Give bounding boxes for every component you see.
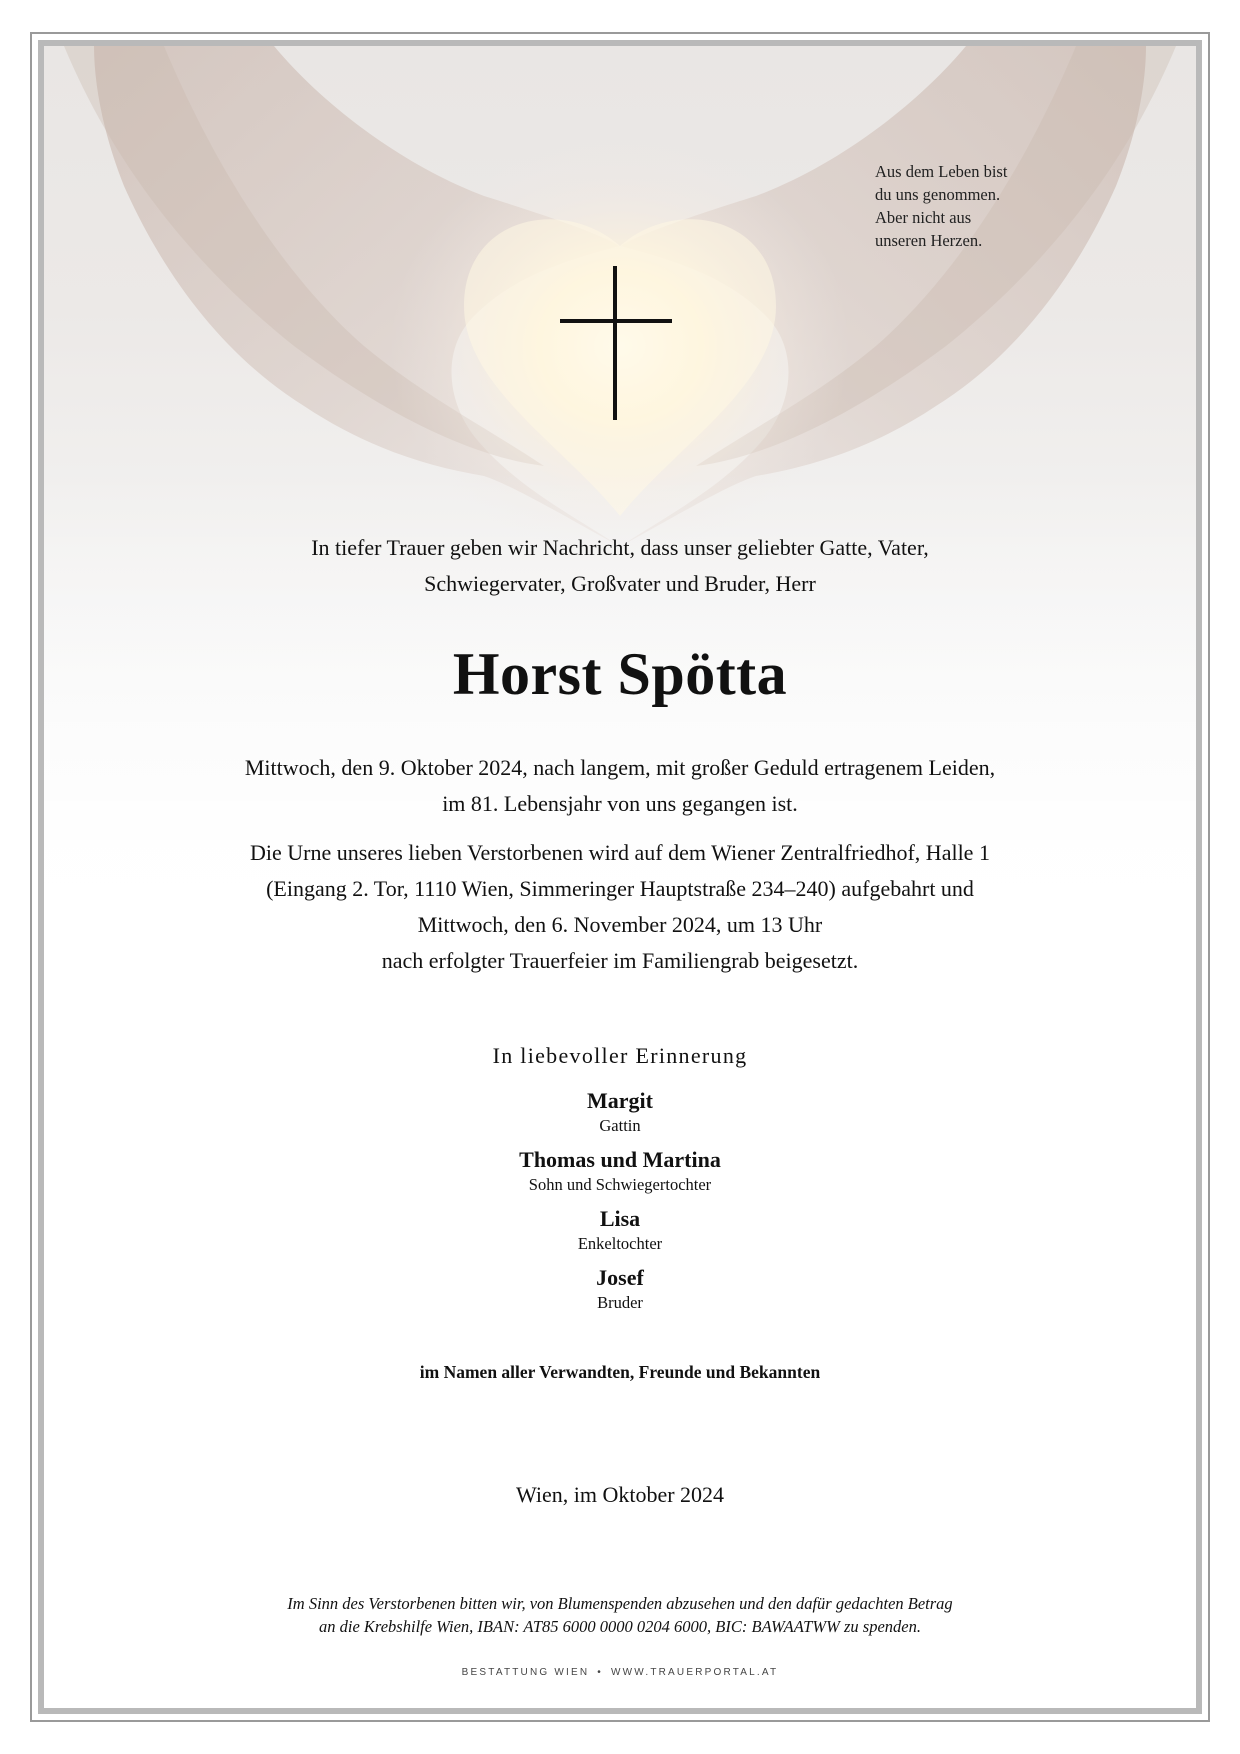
funeral-line: Die Urne unseres lieben Verstorbenen wird auf dem Wiener Zentralfriedhof, Halle 1 (250, 840, 990, 865)
mourner-item (80, 1087, 1160, 1137)
funeral-line: nach erfolgter Trauerfeier im Familiengrab beigesetzt. (381, 948, 859, 973)
mourner-item (80, 1146, 1160, 1196)
intro-text (80, 530, 1160, 602)
intro-line: Schwiegervater, Großvater und Bruder, Herr (424, 571, 816, 596)
mourner-list (80, 1087, 1160, 1323)
mourner-name: Thomas und Martina (519, 1147, 721, 1172)
motto-line: unseren Herzen. (875, 231, 983, 250)
funeral-details (80, 835, 1160, 979)
mourner-role: Bruder (597, 1293, 643, 1312)
deceased-name: Horst Spötta (452, 641, 788, 707)
motto-line: Aber nicht aus (875, 208, 972, 227)
mourner-role: Sohn und Schwiegertochter (528, 1175, 712, 1194)
death-notice (80, 750, 1160, 822)
relatives-note: im Namen aller Verwandten, Freunde und Bekannten (419, 1362, 821, 1382)
funeral-line: (Eingang 2. Tor, 1110 Wien, Simmeringer Hauptstraße 234–240) aufgebahrt und (266, 876, 974, 901)
place-date: Wien, im Oktober 2024 (515, 1482, 725, 1507)
funeral-line: Mittwoch, den 6. November 2024, um 13 Uhr (417, 912, 823, 937)
death-line: Mittwoch, den 9. Oktober 2024, nach langem, mit großer Geduld ertragenem Leiden, (244, 755, 996, 780)
footer-website-link[interactable]: WWW.TRAUERPORTAL.AT (610, 1667, 779, 1678)
mourner-item (80, 1264, 1160, 1314)
footer-brand: BESTATTUNG WIEN (461, 1667, 590, 1678)
mourner-role: Enkeltochter (577, 1234, 663, 1253)
mourner-name: Margit (587, 1088, 653, 1113)
donation-line: an die Krebshilfe Wien, IBAN: AT85 6000 0000 0204 6000, BIC: BAWAATWW zu spenden. (319, 1617, 921, 1636)
donation-line: Im Sinn des Verstorbenen bitten wir, von Blumenspenden abzusehen und den dafür gedachten Betrag (287, 1594, 953, 1613)
mourner-name: Josef (596, 1265, 644, 1290)
footer (80, 1667, 1160, 1678)
donation-request (80, 1592, 1160, 1638)
death-line: im 81. Lebensjahr von uns gegangen ist. (442, 791, 798, 816)
motto-quote (875, 160, 1075, 252)
mourner-name: Lisa (599, 1206, 641, 1231)
mourner-role: Gattin (599, 1116, 641, 1135)
intro-line: In tiefer Trauer geben wir Nachricht, dass unser geliebter Gatte, Vater, (311, 535, 929, 560)
mourner-item (80, 1205, 1160, 1255)
motto-line: du uns genommen. (875, 185, 1001, 204)
motto-line: Aus dem Leben bist (875, 162, 1008, 181)
memory-heading: In liebevoller Erinnerung (492, 1043, 748, 1068)
footer-separator: • (597, 1667, 603, 1678)
